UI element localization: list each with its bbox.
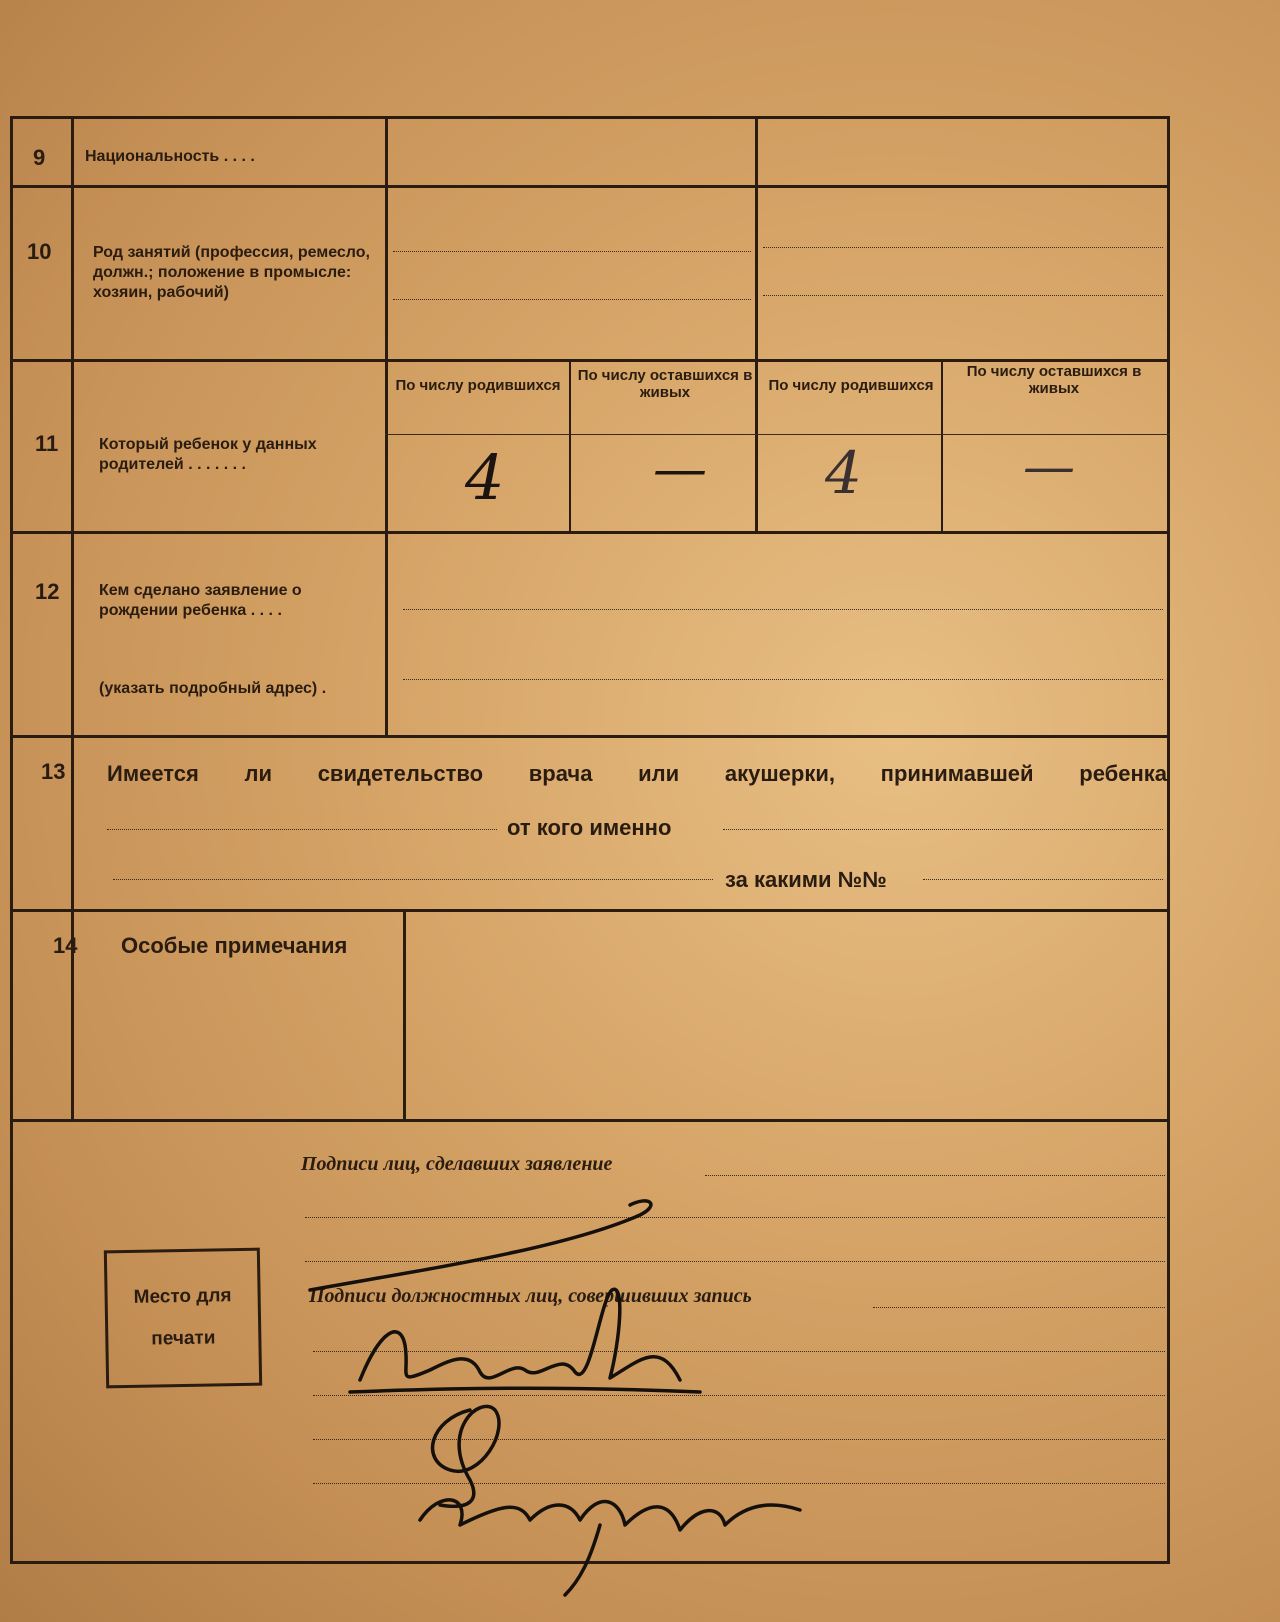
row-number: 9 xyxy=(33,145,46,170)
stamp-label-line1: Место для xyxy=(133,1285,232,1308)
numbers-label: за какими №№ xyxy=(725,867,887,892)
handwritten-alive-value: — xyxy=(1023,437,1075,497)
row-number: 13 xyxy=(41,759,66,784)
from-whom-label: от кого именно xyxy=(507,815,672,840)
occupation-label: Род занятий (профессия, ремесло, должн.; положение в промысле: хозяин, рабочий) xyxy=(93,244,370,301)
registrar-signature-stroke xyxy=(420,1500,800,1530)
row-number: 12 xyxy=(35,579,60,604)
column-header-alive: По числу оставшихся в живых xyxy=(966,363,1142,397)
declarant-label: Кем сделано заявление о рождении ребенка . . . . xyxy=(99,582,302,619)
column-header-born: По числу родившихся xyxy=(395,377,561,394)
applicant-signature-stroke xyxy=(310,1201,651,1290)
handwritten-born-value: 4 xyxy=(825,439,862,507)
official-signature-stroke xyxy=(360,1289,680,1380)
handwritten-alive-value: — xyxy=(653,437,707,500)
stamp-label-line2: печати xyxy=(151,1327,216,1350)
certificate-question: Имеется ли свидетельство врача или акушерки, принимавшей ребенка xyxy=(107,761,1167,786)
official-initial-stroke xyxy=(433,1406,499,1506)
applicants-signature-label: Подписи лиц, сделавших заявление xyxy=(301,1153,613,1175)
handwritten-born-value: 4 xyxy=(465,441,505,514)
official-signature-underline xyxy=(350,1388,700,1392)
officials-signature-label: Подписи должностных лиц, совершивших запись xyxy=(309,1285,752,1307)
column-header-born: По числу родившихся xyxy=(768,377,934,394)
row-number: 14 xyxy=(53,933,78,958)
address-note: (указать подробный адрес) . xyxy=(99,680,327,697)
nationality-label: Национальность . . . . xyxy=(85,148,255,165)
column-header-alive: По числу оставшихся в живых xyxy=(577,367,753,401)
special-notes-label: Особые примечания xyxy=(121,933,348,958)
registrar-signature-tail xyxy=(565,1525,600,1595)
row-number: 10 xyxy=(27,239,52,264)
row-number: 11 xyxy=(35,431,59,456)
child-order-label: Который ребенок у данных родителей . . . . . . . xyxy=(99,436,317,473)
